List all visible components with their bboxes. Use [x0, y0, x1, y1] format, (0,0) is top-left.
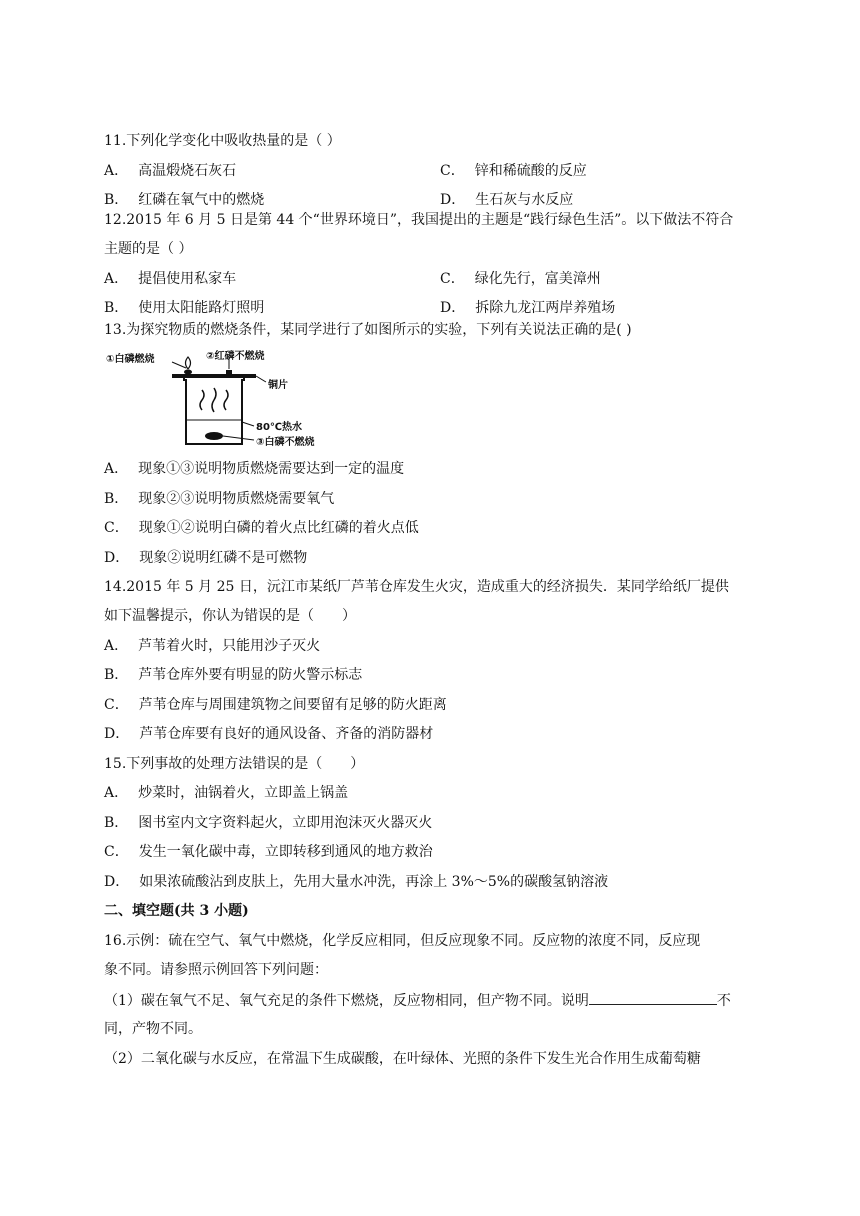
option-key: A．: [104, 271, 129, 287]
combustion-experiment-figure: [106, 350, 346, 450]
q12-option-c: [440, 269, 601, 289]
option-key: A．: [104, 785, 129, 801]
q14-option-b: [104, 665, 362, 685]
q12-stem-line2: 主题的是（ ）: [104, 241, 193, 257]
label-red-phosphorus-not-burning: ②红磷不燃烧: [206, 351, 265, 362]
q12-option-d: [440, 298, 615, 318]
q14-stem-line1: 14.2015 年 5 月 25 日，沅江市某纸厂芦苇仓库发生火灾，造成重大的经济损失．某同学给纸厂提供: [104, 579, 729, 595]
option-text: 使用太阳能路灯照明: [138, 300, 265, 316]
q15-stem: 15.下列事故的处理方法错误的是（ ）: [104, 756, 365, 772]
label-pointer: [242, 422, 254, 426]
option-text: 提倡使用私家车: [138, 271, 237, 287]
option-key: D．: [440, 300, 466, 316]
label-white-phosphorus-burning: ①白磷燃烧: [106, 354, 155, 365]
q16-sub1-tail: 不: [716, 993, 731, 1009]
q11-option-b: [104, 190, 264, 210]
q15-option-a: [104, 783, 348, 803]
q13-option-d: [104, 548, 307, 568]
option-key: B．: [104, 192, 129, 208]
q11-option-d: [440, 190, 573, 210]
q11-stem: 11.下列化学变化中吸收热量的是（ ）: [104, 133, 341, 149]
q15-option-b: [104, 813, 432, 833]
q14-stem-line2: 如下温馨提示，你认为错误的是（ ）: [104, 608, 356, 624]
q16-line1: 16.示例：硫在空气、氧气中燃烧，化学反应相同，但反应现象不同。反应物的浓度不同，反应现: [104, 933, 701, 949]
option-text: 如果浓硫酸沾到皮肤上，先用大量水冲洗，再涂上 3%～5%的碳酸氢钠溶液: [139, 874, 609, 890]
q16-sub1: [104, 990, 731, 1011]
option-text: 芦苇着火时，只能用沙子灭火: [138, 638, 321, 654]
q16-line2: 象不同。请参照示例回答下列问题：: [104, 962, 328, 978]
option-key: D．: [104, 550, 130, 566]
q16-sub1-line2: 同，产物不同。: [104, 1021, 202, 1037]
q16-sub2: （2）二氧化碳与水反应，在常温下生成碳酸，在叶绿体、光照的条件下发生光合作用生成葡萄糖: [104, 1051, 701, 1067]
option-text: 图书室内文字资料起火，立即用泡沫灭火器灭火: [138, 815, 433, 831]
answer-blank[interactable]: [589, 990, 717, 1005]
option-text: 现象②说明红磷不是可燃物: [139, 550, 308, 566]
option-key: A．: [104, 163, 129, 179]
option-text: 红磷在氧气中的燃烧: [138, 192, 265, 208]
option-key: C．: [104, 520, 129, 536]
option-key: B．: [104, 815, 129, 831]
label-pointer: [172, 362, 186, 368]
option-text: 绿化先行，富美漳州: [474, 271, 601, 287]
label-pointer: [223, 436, 254, 440]
option-key: C．: [440, 163, 465, 179]
q12-stem-line1: 12.2015 年 6 月 5 日是第 44 个“世界环境日”，我国提出的主题是“践行绿色生活”。以下做法不符合: [104, 212, 734, 228]
q13-option-a: [104, 459, 404, 479]
option-key: C．: [104, 844, 129, 860]
option-text: 高温煅烧石灰石: [138, 163, 237, 179]
option-key: D．: [104, 726, 130, 742]
q11-option-a: [104, 161, 236, 181]
copper-plate-shape: [172, 374, 256, 378]
q13-option-b: [104, 489, 334, 509]
option-text: 芦苇仓库与周围建筑物之间要留有足够的防火距离: [138, 697, 447, 713]
option-key: B．: [104, 491, 129, 507]
option-text: 现象②③说明物质燃烧需要氧气: [138, 491, 335, 507]
label-copper-plate: 铜片: [268, 380, 288, 391]
label-white-phosphorus-not-burning: ③白磷不燃烧: [256, 437, 315, 448]
section-heading: 二、填空题(共 3 小题): [104, 903, 249, 919]
option-text: 炒菜时，油锅着火，立即盖上锅盖: [138, 785, 349, 801]
heat-wave-shapes: [200, 388, 228, 412]
option-key: A．: [104, 461, 129, 477]
option-text: 现象①②说明白磷的着火点比红磷的着火点低: [138, 520, 419, 536]
option-key: D．: [104, 874, 130, 890]
label-hot-water: 80℃热水: [256, 422, 303, 433]
q15-option-c: [104, 842, 433, 862]
red-phosphorus-shape: [226, 370, 232, 374]
option-key: C．: [104, 697, 129, 713]
option-key: B．: [104, 300, 129, 316]
q14-option-c: [104, 695, 447, 715]
q13-stem: 13.为探究物质的燃烧条件，某同学进行了如图所示的实验，下列有关说法正确的是( ): [104, 322, 632, 338]
burning-white-phosphorus-shape: [184, 357, 192, 375]
option-text: 生石灰与水反应: [475, 192, 574, 208]
option-text: 锌和稀硫酸的反应: [474, 163, 587, 179]
q15-option-d: [104, 872, 608, 892]
option-key: D．: [440, 192, 466, 208]
q14-option-d: [104, 724, 433, 744]
q11-option-c: [440, 161, 587, 181]
q13-option-c: [104, 518, 419, 538]
label-pointer: [256, 376, 266, 382]
option-text: 发生一氧化碳中毒，立即转移到通风的地方救治: [138, 844, 433, 860]
option-text: 芦苇仓库要有良好的通风设备、齐备的消防器材: [139, 726, 434, 742]
q16-sub1-text: （1）碳在氧气不足、氧气充足的条件下燃烧，反应物相同，但产物不同。说明: [104, 993, 589, 1009]
option-text: 现象①③说明物质燃烧需要达到一定的温度: [138, 461, 405, 477]
option-text: 芦苇仓库外要有明显的防火警示标志: [138, 667, 363, 683]
option-text: 拆除九龙江两岸养殖场: [475, 300, 616, 316]
q12-option-b: [104, 298, 264, 318]
q12-option-a: [104, 269, 236, 289]
option-key: A．: [104, 638, 129, 654]
option-key: C．: [440, 271, 465, 287]
option-key: B．: [104, 667, 129, 683]
q14-option-a: [104, 636, 320, 656]
white-phosphorus-underwater-shape: [205, 432, 223, 440]
